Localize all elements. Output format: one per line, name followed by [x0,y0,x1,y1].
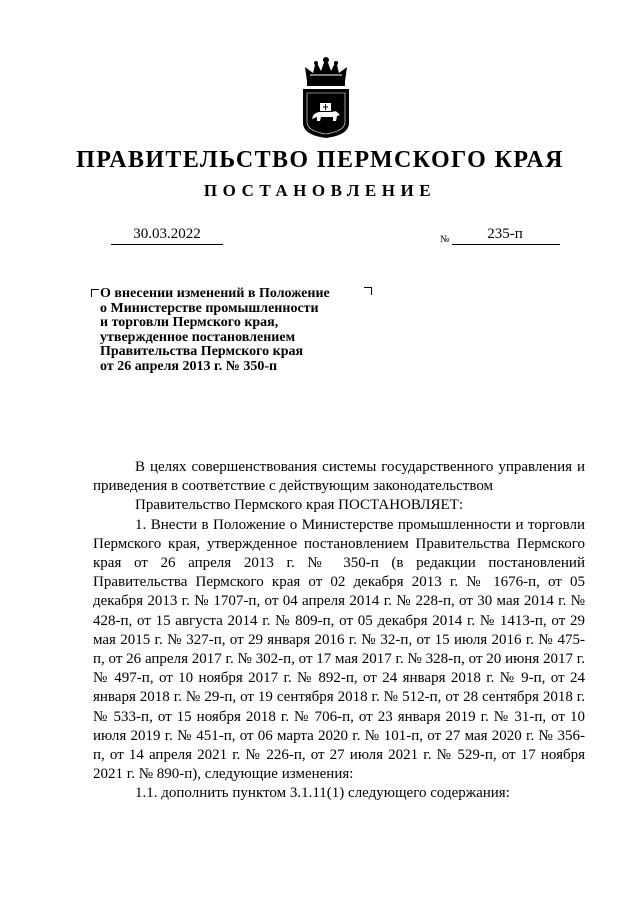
document-type: ПОСТАНОВЛЕНИЕ [203,181,437,200]
item-1-paragraph: 1. Внести в Положение о Министерстве промышленности и торговли Пермского края, утвержденное постановлением Правительства Пермского края от 26 апреля 2013 г. № 350-п (в редакции постановлений Правительства Пермского края от 02 декабря 2013 г. № 1676-п, от 05 декабря 2013 г. № 1707-п, от 04 апреля 2014 г. № 228-п, от 30 мая 2014 г. № 428-п, от 15 августа 2014 г. № 809-п, от 05 декабря 2014 г. № 1413-п, от 29 мая 2015 г. № 327-п, от 29 января 2016 г. № 32-п, от 15 июля 2016 г. № 475-п, от 26 апреля 2017 г. № 302-п, от 17 мая 2017 г. № 328-п, от 20 июня 2017 г. № 497-п, от 10 ноября 2017 г. № 892-п, от 24 января 2018 г. № 9-п, от 24 января 2018 г. № 29-п, от 19 сентября 2018 г. № 512-п, от 28 сентября 2018 г. № 533-п, от 15 ноября 2018 г. № 706-п, от 23 января 2019 г. № 31-п, от 10 июля 2019 г. № 451-п, от 06 марта 2020 г. № 101-п, от 27 мая 2020 г. № 356-п, от 14 апреля 2021 г. № 226-п, от 27 июля 2021 г. № 529-п, от 17 ноября 2021 г. № 890-п), следующие изменения: [93,516,585,783]
number-sign: № [440,234,450,245]
date-underline [111,244,223,245]
subject-line: о Министерстве промышленности [100,300,319,316]
coat-of-arms-icon [299,55,353,139]
subject-line: утвержденное постановлением [100,329,296,345]
number-underline [452,244,560,245]
subject-line: Правительства Пермского края [100,344,304,359]
document-subject [100,287,362,374]
preamble-paragraph: В целях совершенствования системы государственного управления и приведения в соответствие с действующим законодательством [93,459,585,495]
document-body [0,458,640,804]
subject-corner-right [364,287,372,295]
subject-line: и торговли Пермского края, [100,315,279,330]
document-date: 30.03.2022 [133,226,201,242]
item-1-1-paragraph: 1.1. дополнить пунктом 3.1.11(1) следующего содержания: [135,785,510,802]
subject-line: О внесении изменений в Положение [100,286,330,301]
subject-line: от 26 апреля 2013 г. № 350-п [100,358,278,374]
resolution-paragraph: Правительство Пермского края ПОСТАНОВЛЯЕТ: [135,497,464,514]
subject-corner-left [91,289,99,297]
document-number: 235-п [487,226,523,242]
government-title: ПРАВИТЕЛЬСТВО ПЕРМСКОГО КРАЯ [76,147,564,173]
